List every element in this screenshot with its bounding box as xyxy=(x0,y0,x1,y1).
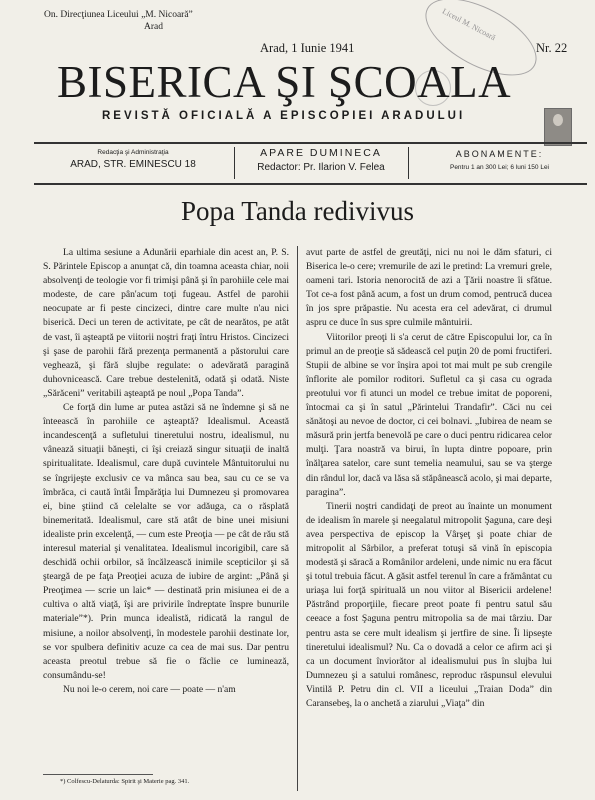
article-paragraph: avut parte de astfel de greutăţi, nici nu noi le dăm sfaturi, ci Biserica le-o cere; vremurile de azi le pretind: La vremuri grele, oameni tari. Istoria nenorocită de azi a Ţării noastre îi sfătue. Tot ce-a fost până acum, a fost un drum comod, pentrucă ducea în jos spre prăpastie. Nu acesta era cel adevărat, ci drumul aspru ce duce în sus spre culmile mântuirii. xyxy=(306,247,552,329)
redactie-block xyxy=(34,145,232,185)
masthead-subtitle: REVISTĂ OFICIALĂ A EPISCOPIEI ARADULUI xyxy=(102,110,466,122)
abonamente-price: Pentru 1 an 300 Lei; 6 luni 150 Lei xyxy=(449,164,550,171)
footnote: *) Colfescu-Delaturda: Spirit şi Materie pag. 341. xyxy=(60,778,190,785)
aparitie-block xyxy=(238,145,404,183)
ownership-line-1: On. Direcţiunea Liceului „M. Nicoară” xyxy=(44,10,193,20)
ownership-note xyxy=(44,9,193,33)
issue-number: Nr. 22 xyxy=(536,41,568,55)
footnote-rule xyxy=(43,774,153,775)
info-divider-2 xyxy=(408,147,409,179)
article-paragraph: Ce forţă din lume ar putea astăzi să ne îndemne şi să ne înteească în parohiile ce aşteaptă? Idealismul. Această incandescenţă a sufletului tineretului nostru, idealismul, nu vânează situaţii băneşti, ci îşi creiază singur situaţii de inaltă spiritualitate. Idealismul, care după cuvintele Mântuitorului nu se îngrijeşte exclusiv ce va mânca sau bea, sau cu ce se va îmbrăca, ci caută întâi Împărăţia lui Dumnezeu şi promovarea ei, bine ştiind că celelalte se vor adăuga, ca o răsplată binemeritată. Idealismul, care stă atât de bine unei misiuni idealiste prin excelenţă, — cum este Preoţia — pe cât de rău stă interesul material şi venalitatea. Idealismul incorigibil, care să deschidă ochii orbilor, să încălzească inimile scepticilor şi să şteargă de pe faţa Preoţiei acuza de iubire de argint: „Până şi Preoţimea — scrie un laic* — destinată prin misiunea ei de a cultiva o altă viaţă, îşi are privirile îndreptate înspre bunurile materiale”*). Prin munca idealistă, ridicată la rangul de misiune, a noilor absolvenţi, în modestele parohii destinate lor, se vor spulbera definitiv acuze ca cea de mai sus. Dar pentru aceasta preotul trebue să fie o făclie ce luminează, consumându-se! xyxy=(43,402,289,681)
portrait-icon xyxy=(544,108,572,146)
article-title: Popa Tanda redivivus xyxy=(180,196,415,226)
article-paragraph: La ultima sesiune a Adunării eparhiale din acest an, P. S. S. Părintele Episcop a anunţat că, din toamna aceasta chiar, noii absolvenţi de teologie vor fi trimişi până şi în parohiile cele mai modeste, de care pân'acum toţi fugeau. Astfel de parohii neocupate ar fi peste cincizeci, dintre care multe n'au nici biserică. Deci un teren de activitate, pe cât de nearătos, pe atât de vast, îi aşteaptă pe viitorii noştri fraţi întru Hristos. Cincizeci şi şase de parohii fără prezenţa permanentă a păstorului care veghează, şi fără slujbe regulate: o adevărată paragină duhovnicească. Care trebue destelenită, odată şi odată. Niste „Sărăceni” veritabili aşteaptă pe noul „Popa Tanda”. xyxy=(43,247,289,399)
article-paragraph: Tinerii noştri candidaţi de preot au înainte un monument de idealism în marele şi neegalatul mitropolit Şaguna, care deşi avea perspectiva de episcop la Vârşeţ şi poate chiar de mitropolit al Sârbilor, a preferat totuşi să vină în episcopia modestă şi săracă a Românilor ardeleni, unde nimic nu era făcut şi totul trebuia făcut. A găsit astfel terenul în care a frământat cu uriaşa lui forţă spirituală un nou viitor al Bisericii ardelene! Păstrând proporţiile, fiecare preot poate fi pentru satul său ceeace a fost Şaguna pentru mitropolia sa de mai târziu. Dar pentru asta se cere mult idealism şi jertfire de sine. Îi lipseşte tineretului idealismul? Nu. Ca o dovadă a celor ce afirm aci şi ca un document înviorător al idealismului pus în slujba lui Dumnezeu şi a satului românesc, reproduc răspunsul elevului Vintilă P. Petru din cl. VII a liceului „Traian Doda” din Caransebeş, la o anchetă a ziarului „Viaţa” din xyxy=(306,500,552,709)
info-divider-1 xyxy=(234,147,235,179)
masthead-rule-top xyxy=(34,142,587,144)
aparitie-text: APARE DUMINECA xyxy=(260,147,382,159)
abonamente-title: ABONAMENTE: xyxy=(455,149,544,159)
redactie-label: Redacţia şi Administraţia xyxy=(97,149,169,156)
article-column-left xyxy=(43,246,289,697)
issue-date: Arad, 1 Iunie 1941 xyxy=(260,41,355,55)
library-stamp-text: Liceul M. Nicoară xyxy=(440,6,498,43)
column-divider xyxy=(297,246,298,791)
article-column-right xyxy=(306,246,552,711)
ownership-line-2: Arad xyxy=(144,22,163,32)
info-bar xyxy=(34,145,587,181)
article-paragraph: Nu noi le-o cerem, noi care — poate — n'am xyxy=(63,683,236,695)
redactor-name: Redactor: Pr. Ilarion V. Felea xyxy=(257,162,385,173)
article-paragraph: Viitorilor preoţi li s'a cerut de către Episcopului lor, ca în primul an de preoţie să sădească cel puţin 20 de pomi fructiferi. Stupii de albine se vor înşira apoi tot mai mult pe sub crengile înflorite ale pomilor roditori. Sufletul ca şi casa cu ograda preotului vor fi atunci un model ce trebue imitat de poporeni, întocmai ca şi în satul „Părintelui Trandafir”. Căci nu cei sănătoşi au nevoe de doctor, ci cei bolnavi. „Iubirea de neam se măsură prin jertfa benevolă pe care o duci pentru ridicarea celor mulţi. Ţara noastră va birui, în lupta dintre popoare, prin înălţarea satelor, care sunt temelia neamului, sau se va şterge din rândul lor, dacă va lăsa să stăpânească acolo, şi mai departe, paragina”. xyxy=(306,331,552,498)
masthead-title: BISERICA ŞI ŞCOALA xyxy=(57,57,512,107)
abonamente-block xyxy=(412,145,587,185)
redactie-address: ARAD, STR. EMINESCU 18 xyxy=(70,159,196,170)
